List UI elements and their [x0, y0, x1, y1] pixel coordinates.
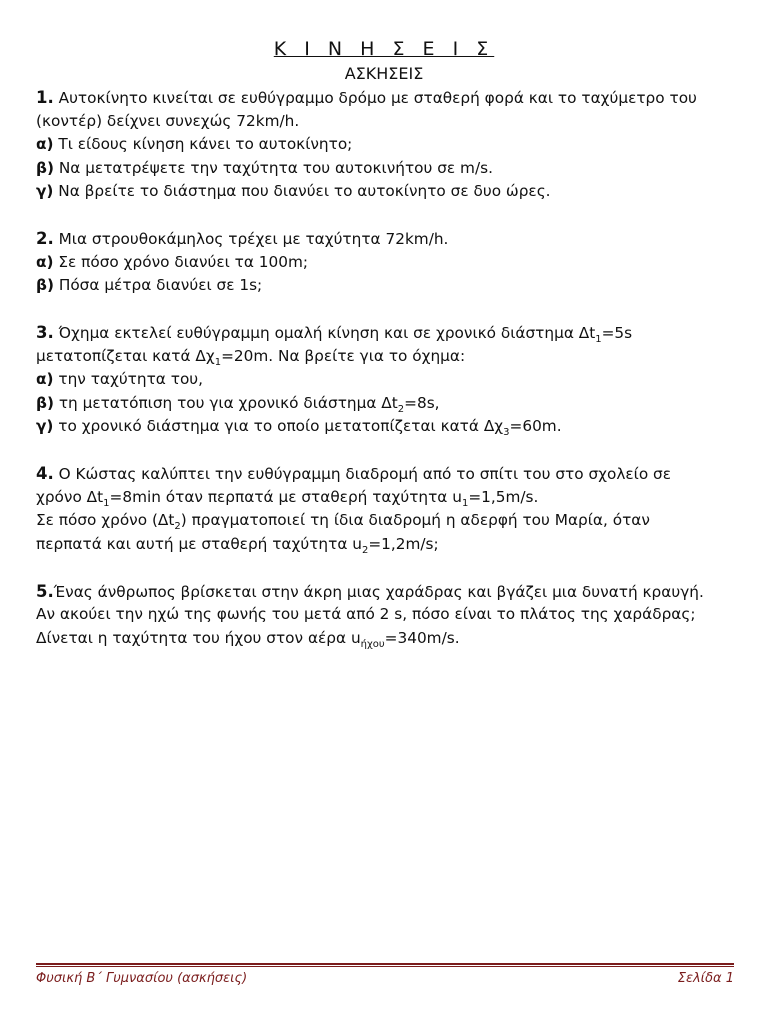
exercise-5-line-2: Αν ακούει την ηχώ της φωνής του μετά από 2 s, πόσο είναι το πλάτος της χαράδρας; [36, 605, 696, 623]
spacer [36, 556, 741, 580]
exercise-3-text: =5s [601, 324, 633, 342]
exercise-3-question-b [36, 392, 741, 416]
question-text: Σε πόσο χρόνο διανύει τα 100m; [53, 252, 309, 271]
exercise-2-question-a [36, 251, 741, 275]
question-text: =60m. [509, 417, 562, 435]
exercise-3-question-c [36, 415, 741, 439]
exercises-body [36, 86, 741, 650]
subscript: ήχου [360, 638, 385, 650]
exercise-1-line-1 [36, 86, 741, 110]
exercise-1-question-c [36, 180, 741, 204]
question-text: το χρονικό διάστημα για το οποίο μετατοπίζεται κατά Δχ [53, 417, 504, 435]
exercise-2-line-1 [36, 227, 741, 251]
question-label: α) [36, 370, 54, 388]
spacer [36, 439, 741, 463]
exercise-2-question-b [36, 274, 741, 298]
exercise-3-text: μετατοπίζεται κατά Δχ [36, 346, 215, 365]
page-subtitle: ΑΣΚΗΣΕΙΣ [344, 64, 424, 83]
exercise-4-text: =8min όταν περπατά με σταθερή ταχύτητα u [109, 487, 462, 506]
question-label: γ) [36, 417, 54, 435]
exercise-4-text: Σε πόσο χρόνο (Δt [36, 511, 175, 529]
exercise-4-text: =1,5m/s. [468, 487, 539, 506]
subscript: 2 [361, 544, 369, 556]
exercise-4-line-2 [36, 486, 741, 510]
question-text: =8s, [404, 393, 440, 412]
question-text: την ταχύτητα του, [53, 370, 204, 388]
question-label: β) [36, 158, 54, 177]
exercise-5-line-3 [36, 627, 741, 651]
exercise-3-line-2 [36, 345, 741, 369]
footer-divider-thin [36, 966, 734, 967]
exercise-4-text: περπατά και αυτή με σταθερή ταχύτητα u [36, 534, 362, 553]
exercise-1-number: 1. [36, 88, 54, 107]
exercise-1-line-2: (κοντέρ) δείχνει συνεχώς 72km/h. [36, 111, 300, 130]
question-label: β) [36, 276, 54, 294]
page-title: Κ Ι Ν Η Σ Ε Ι Σ [273, 38, 495, 60]
exercise-3-line-1 [36, 321, 741, 345]
exercise-5-text: Ένας άνθρωπος βρίσκεται στην άκρη μιας χαράδρας και βγάζει μια δυνατή κραυγή. [53, 582, 704, 601]
question-text: Να βρείτε το διάστημα που διανύει το αυτοκίνητο σε δυο ώρες. [53, 182, 551, 200]
subscript: 3 [503, 427, 510, 439]
question-label: α) [36, 252, 54, 271]
exercise-3-text: Όχημα εκτελεί ευθύγραμμη ομαλή κίνηση και σε χρονικό διάστημα Δt [53, 324, 596, 342]
subscript: 1 [461, 497, 469, 509]
question-text: Να μετατρέψετε την ταχύτητα του αυτοκινήτου σε m/s. [53, 158, 493, 177]
question-label: β) [36, 393, 54, 412]
exercise-1-text: Αυτοκίνητο κινείται σε ευθύγραμμο δρόμο με σταθερή φορά και το ταχύμετρο του [53, 89, 697, 107]
exercise-5-number: 5. [36, 581, 54, 601]
exercise-4-line-4 [36, 533, 741, 557]
exercise-4-text: =1,2m/s; [368, 534, 439, 553]
subscript: 1 [595, 334, 602, 346]
exercise-4-number: 4. [36, 464, 54, 483]
exercise-2-text: Μια στρουθοκάμηλος τρέχει με ταχύτητα 72km/h. [53, 230, 449, 248]
exercise-4-text: χρόνο Δt [36, 487, 104, 506]
spacer [36, 298, 741, 322]
subscript: 1 [103, 497, 110, 509]
exercise-3-question-a [36, 368, 741, 392]
subscript: 1 [214, 356, 222, 368]
exercise-4-text: ) πραγματοποιεί τη ίδια διαδρομή η αδερφή του Μαρία, όταν [180, 511, 650, 529]
question-label: α) [36, 135, 54, 153]
question-text: Τι είδους κίνηση κάνει το αυτοκίνητο; [53, 135, 353, 153]
exercise-4-line-3 [36, 509, 741, 533]
exercise-5-text: Δίνεται η ταχύτητα του ήχου στον αέρα u [36, 628, 361, 647]
question-text: Πόσα μέτρα διανύει σε 1s; [53, 276, 263, 294]
footer-page-number: Σελίδα 1 [677, 971, 734, 986]
exercise-4-text: Ο Κώστας καλύπτει την ευθύγραμμη διαδρομή από το σπίτι του στο σχολείο σε [53, 465, 672, 483]
footer-divider [36, 963, 734, 965]
exercise-3-text: =20m. Να βρείτε για το όχημα: [221, 346, 466, 365]
exercise-5-line-1 [36, 580, 741, 604]
question-text: τη μετατόπιση του για χρονικό διάστημα Δt [53, 393, 398, 412]
exercise-2-number: 2. [36, 229, 54, 248]
spacer [36, 204, 741, 228]
question-label: γ) [36, 182, 54, 200]
exercise-1-question-a [36, 133, 741, 157]
exercise-4-line-1 [36, 462, 741, 486]
exercise-3-number: 3. [36, 323, 54, 342]
subscript: 2 [174, 521, 181, 533]
subscript: 2 [397, 403, 405, 415]
footer-course-title: Φυσική Β΄ Γυμνασίου (ασκήσεις) [36, 971, 248, 986]
exercise-1-question-b [36, 157, 741, 181]
exercise-5-text: =340m/s. [384, 628, 460, 647]
